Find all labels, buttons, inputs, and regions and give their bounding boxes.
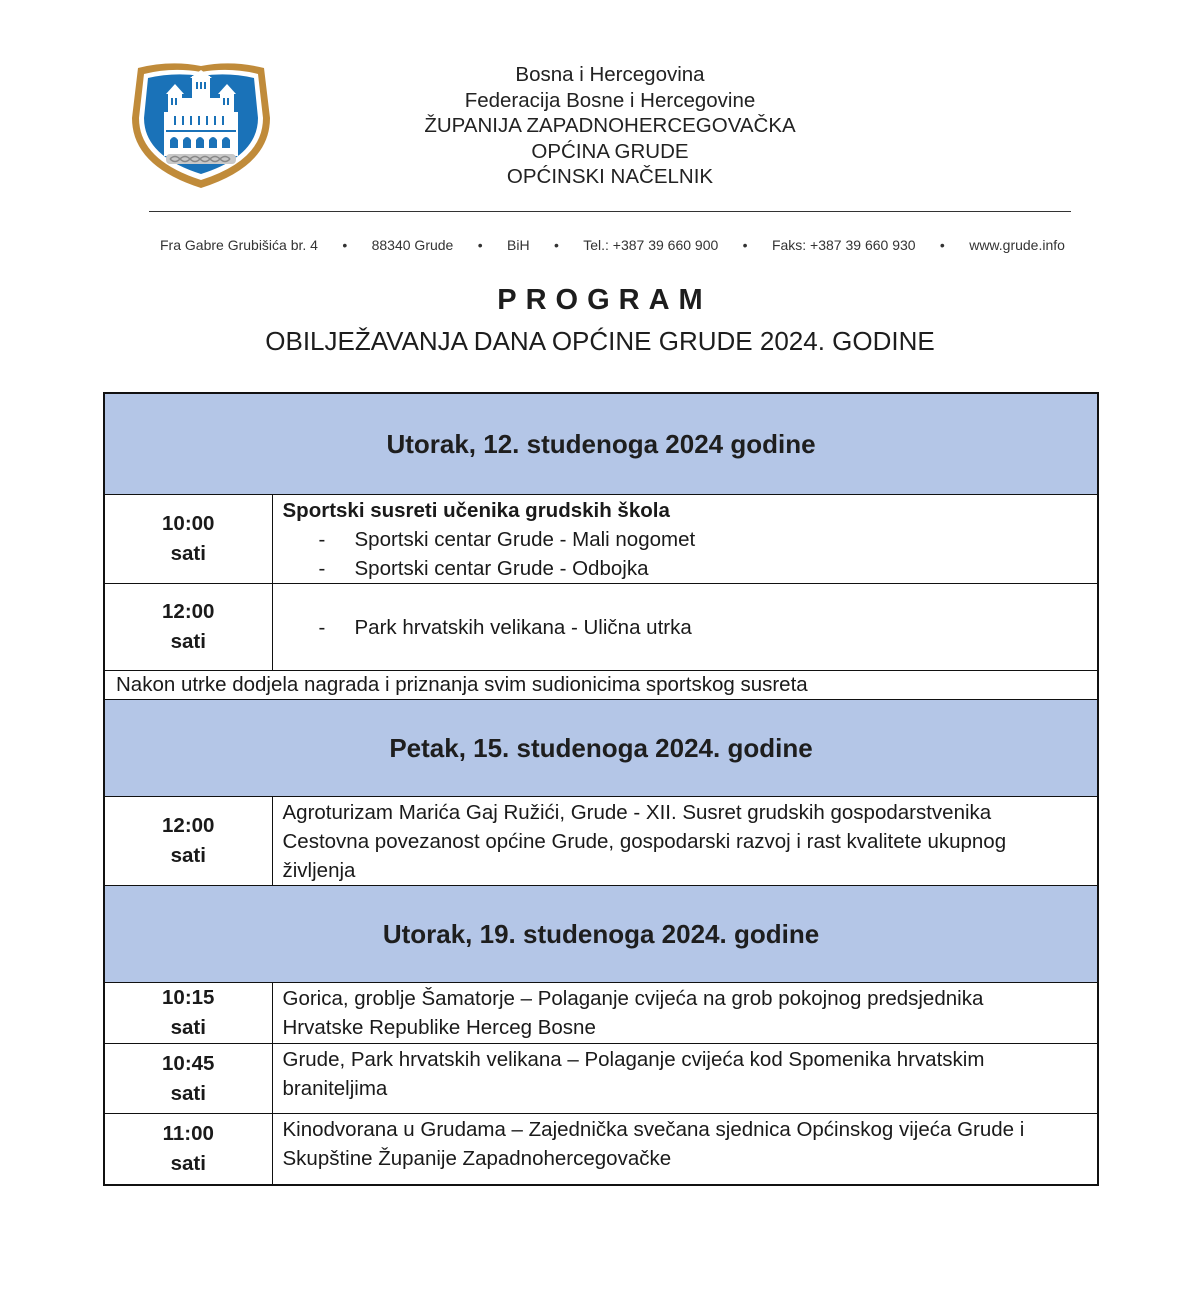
- document-subtitle: OBILJEŽAVANJA DANA OPĆINE GRUDE 2024. GODINE: [265, 326, 935, 356]
- event-time-unit: sati: [170, 844, 206, 867]
- note-row: [104, 671, 1098, 700]
- event-description: [272, 1044, 1098, 1114]
- event-description: [272, 983, 1098, 1044]
- event-description: [272, 495, 1098, 584]
- contact-country: BiH: [507, 237, 530, 253]
- event-time-cell: [104, 797, 272, 886]
- event-time: 10:45: [162, 1051, 215, 1075]
- event-line: življenja: [282, 859, 356, 882]
- letterhead-country: Bosna i Hercegovina: [515, 63, 705, 86]
- event-time-unit: sati: [170, 1152, 206, 1175]
- event-line: braniteljima: [282, 1077, 388, 1100]
- event-line: Skupštine Županije Zapadnohercegovačke: [282, 1147, 672, 1170]
- event-time-cell: [104, 1114, 272, 1186]
- separator-dot: •: [939, 237, 945, 253]
- day-header: Utorak, 19. studenoga 2024. godine: [104, 886, 1098, 983]
- event-row: [104, 1114, 1098, 1186]
- event-time-unit: sati: [170, 630, 206, 653]
- municipality-coat-of-arms: [130, 58, 272, 190]
- event-row: [104, 797, 1098, 886]
- coat-of-arms-icon: [130, 58, 272, 190]
- letterhead: [360, 62, 860, 190]
- event-time-unit: sati: [170, 1016, 206, 1039]
- contact-fax: Faks: +387 39 660 930: [771, 237, 916, 253]
- event-row: [104, 983, 1098, 1044]
- event-description: [272, 797, 1098, 886]
- letterhead-office: OPĆINSKI NAČELNIK: [506, 165, 714, 188]
- event-time: 10:15: [162, 986, 215, 1009]
- day-header-row: [104, 886, 1098, 983]
- event-line: Kinodvorana u Grudama – Zajednička svečana sjednica Općinskog vijeća Grude i: [282, 1118, 1025, 1141]
- program-table: [103, 392, 1099, 1186]
- header-divider: [149, 211, 1071, 212]
- day-header: Utorak, 12. studenoga 2024 godine: [104, 393, 1098, 495]
- event-time-unit: sati: [170, 542, 206, 565]
- day-header: Petak, 15. studenoga 2024. godine: [104, 700, 1098, 797]
- event-time: 12:00: [162, 600, 215, 623]
- event-row: [104, 1044, 1098, 1114]
- event-list-item: - Sportski centar Grude - Mali nogomet: [283, 525, 1088, 554]
- contact-website[interactable]: www.grude.info: [969, 237, 1065, 253]
- event-time-cell: [104, 495, 272, 584]
- separator-dot: •: [477, 237, 483, 253]
- event-time-unit: sati: [170, 1081, 206, 1105]
- event-time: 12:00: [162, 814, 215, 837]
- event-line: Hrvatske Republike Herceg Bosne: [282, 1016, 596, 1039]
- event-time-cell: [104, 584, 272, 671]
- event-row: [104, 495, 1098, 584]
- event-description: [272, 1114, 1098, 1186]
- letterhead-canton: ŽUPANIJA ZAPADNOHERCEGOVAČKA: [424, 114, 796, 137]
- event-list-item: - Sportski centar Grude - Odbojka: [283, 554, 1088, 583]
- event-line: Cestovna povezanost općine Grude, gospodarski razvoj i rast kvalitete ukupnog: [282, 830, 1007, 853]
- letterhead-municipality: OPĆINA GRUDE: [531, 139, 689, 163]
- contact-postal: 88340 Grude: [371, 237, 454, 253]
- day-header-row: [104, 700, 1098, 797]
- separator-dot: •: [553, 237, 559, 253]
- day-header-row: [104, 393, 1098, 495]
- event-row: [104, 584, 1098, 671]
- document-title: PROGRAM: [497, 284, 712, 316]
- event-title: Sportski susreti učenika grudskih škola: [282, 499, 670, 522]
- dash-bullet: -: [318, 557, 326, 580]
- separator-dot: •: [742, 237, 748, 253]
- dash-bullet: -: [318, 528, 326, 551]
- event-line: Grude, Park hrvatskih velikana – Polaganje cvijeća kod Spomenika hrvatskim: [282, 1048, 985, 1071]
- event-time-cell: [104, 1044, 272, 1114]
- dash-bullet: -: [318, 616, 326, 639]
- separator-dot: •: [342, 237, 348, 253]
- contact-phone: Tel.: +387 39 660 900: [583, 237, 719, 253]
- event-description: [272, 584, 1098, 671]
- contact-address: Fra Gabre Grubišića br. 4: [160, 237, 318, 253]
- event-time: 11:00: [162, 1122, 214, 1145]
- event-time: 10:00: [162, 512, 215, 535]
- contact-line: [160, 237, 1065, 253]
- letterhead-federation: Federacija Bosne i Hercegovine: [464, 88, 756, 112]
- event-line: Gorica, groblje Šamatorje – Polaganje cvijeća na grob pokojnog predsjednika: [282, 987, 984, 1010]
- event-time-cell: [104, 983, 272, 1044]
- event-list-item: - Park hrvatskih velikana - Ulična utrka: [283, 613, 1088, 642]
- event-note: Nakon utrke dodjela nagrada i priznanja svim sudionicima sportskog susreta: [104, 671, 1098, 700]
- event-line: Agroturizam Marića Gaj Ružići, Grude - XII. Susret grudskih gospodarstvenika: [282, 801, 992, 824]
